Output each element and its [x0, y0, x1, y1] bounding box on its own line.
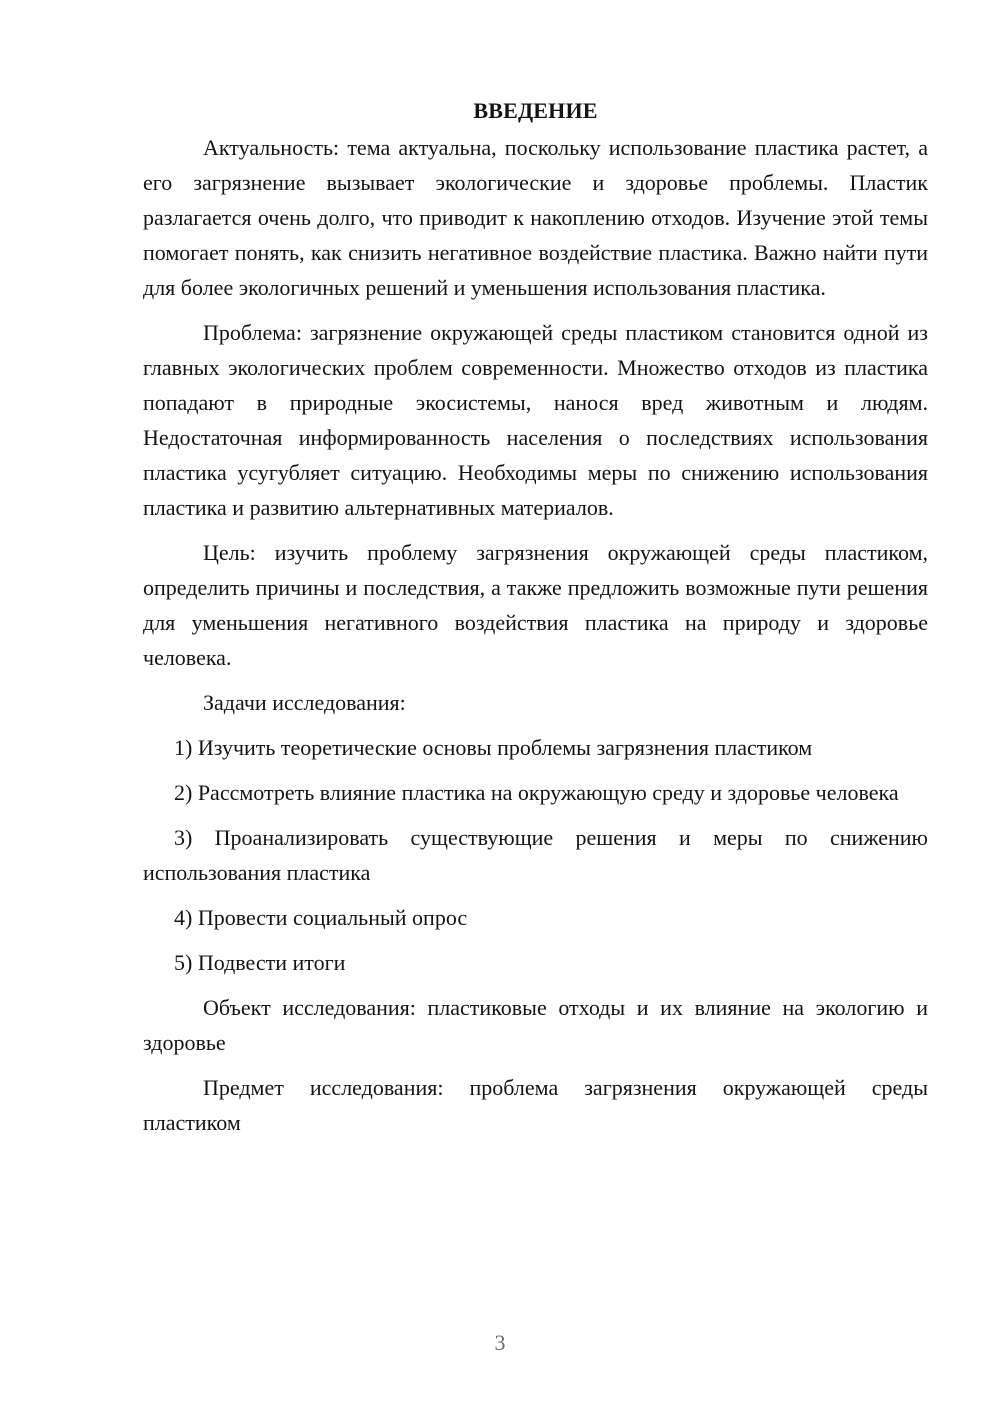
relevance-paragraph: Актуальность: тема актуальна, поскольку использование пластика растет, а его загрязнение вызывает экологические и здоровье проблемы. Пластик разлагается очень долго, что приводит к накоплению отходов. Изучение этой темы помогает понять, как снизить негативное воздействие пластика. Важно найти пути для более экологичных решений и уменьшения использования пластика. [143, 135, 928, 300]
task-item-4: 4) Провести социальный опрос [174, 905, 468, 930]
section-title: ВВЕДЕНИЕ [473, 98, 598, 123]
task-item-5: 5) Подвести итоги [174, 950, 346, 975]
subject-paragraph: Предмет исследования: проблема загрязнения окружающей среды пластиком [143, 1075, 928, 1135]
tasks-heading: Задачи исследования: [203, 690, 406, 715]
document-page [143, 93, 928, 1150]
object-paragraph: Объект исследования: пластиковые отходы и их влияние на экологию и здоровье [143, 995, 928, 1055]
problem-paragraph: Проблема: загрязнение окружающей среды пластиком становится одной из главных экологических проблем современности. Множество отходов из пластика попадают в природные экосистемы, нанося вред животным и людям. Недостаточная информированность населения о последствиях использования пластика усугубляет ситуацию. Необходимы меры по снижению использования пластика и развитию альтернативных материалов. [143, 320, 928, 520]
page-number: 3 [494, 1330, 506, 1355]
task-item-2: 2) Рассмотреть влияние пластика на окружающую среду и здоровье человека [174, 780, 899, 805]
goal-paragraph: Цель: изучить проблему загрязнения окружающей среды пластиком, определить причины и последствия, а также предложить возможные пути решения для уменьшения негативного воздействия пластика на природу и здоровье человека. [143, 540, 928, 670]
task-item-1: 1) Изучить теоретические основы проблемы загрязнения пластиком [174, 735, 813, 760]
task-item-3: 3) Проанализировать существующие решения и меры по снижению использования пластика [143, 825, 928, 885]
